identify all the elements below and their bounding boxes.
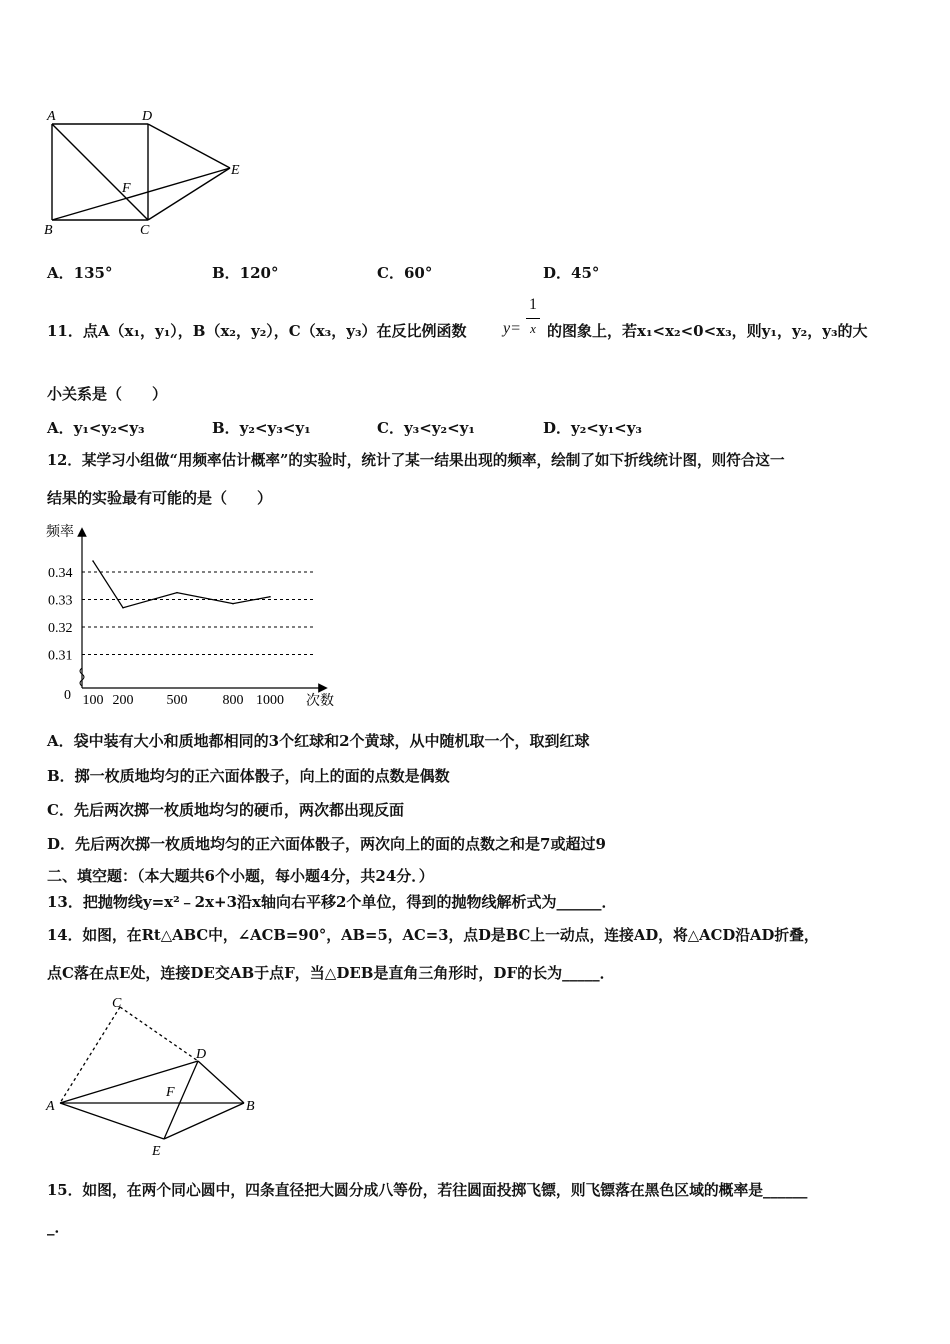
data-point [122, 607, 124, 609]
q12-stem-line2: 结果的实验最有可能的是（ ） [47, 489, 273, 507]
q11-option-a: A．y₁<y₂<y₃ [47, 419, 145, 437]
q12-option-c: C．先后两次掷一枚质地均匀的硬币，两次都出现反面 [47, 801, 404, 819]
label-C-q14: C [112, 996, 122, 1011]
q15-stem-line2: _． [47, 1218, 70, 1236]
y-tick-label: 0.33 [48, 593, 73, 609]
y-axis-label: 频率 [46, 525, 74, 540]
q10-option-d: D．45° [543, 264, 600, 282]
data-point [176, 592, 178, 594]
label-A: A [47, 109, 56, 124]
x-tick-label: 200 [112, 693, 134, 708]
q11-stem-start: 11．点A（x₁，y₁），B（x₂，y₂），C（x₃，y₃）在反比例函数 [47, 322, 467, 340]
y-tick-label: 0.31 [48, 648, 73, 664]
figure-q10 [40, 100, 250, 240]
q15-stem-line1: 15．如图，在两个同心圆中，四条直径把大圆分成八等份，若往圆面投掷飞镖，则飞镖落在黑色区域的概率是______ [47, 1182, 808, 1199]
label-E: E [231, 163, 240, 178]
q10-option-a: A．135° [47, 264, 113, 282]
label-A-q14: A [46, 1099, 55, 1114]
section-heading: 二、填空题：（本大题共6个小题，每小题4分，共24分．） [47, 867, 434, 885]
x-axis-label: 次数 [306, 694, 334, 709]
q11-option-c: C．y₃<y₂<y₁ [377, 419, 475, 437]
label-B-q14: B [246, 1099, 255, 1114]
label-C: C [140, 223, 150, 238]
x-tick-label: 500 [166, 693, 188, 708]
x-tick-label: 1000 [256, 693, 284, 708]
q11-option-b: B．y₂<y₃<y₁ [212, 419, 311, 437]
x-tick-label: 800 [222, 693, 244, 708]
label-E-q14: E [152, 1144, 161, 1159]
q14-stem-line2: 点C落在点E处，连接DE交AB于点F，当△DEB是直角三角形时，DF的长为_____． [47, 964, 615, 982]
q12-option-b: B．掷一枚质地均匀的正六面体骰子，向上的面的点数是偶数 [47, 767, 450, 785]
q13-stem: 13．把抛物线y=x²﹣2x+3沿x轴向右平移2个单位，得到的抛物线解析式为______． [47, 893, 617, 911]
y-tick-label: 0.34 [48, 566, 73, 581]
q12-option-a: A．袋中装有大小和质地都相同的3个红球和2个黄球，从中随机取一个，取到红球 [47, 732, 590, 750]
label-F: F [122, 181, 131, 196]
x-tick-label: 100 [82, 693, 104, 708]
q11-frac-bar [526, 318, 540, 319]
figure-q14 [40, 995, 270, 1160]
label-F-q14: F [166, 1085, 175, 1100]
origin-label: 0 [64, 688, 71, 703]
data-point [269, 596, 271, 598]
q11-formula-y: y= [503, 320, 521, 337]
q11-frac-den: x [530, 321, 536, 336]
q11-stem-line2: 小关系是（ ） [47, 385, 168, 403]
label-D: D [142, 109, 153, 124]
series-line [93, 561, 270, 608]
q10-option-b: B．120° [212, 264, 279, 282]
frequency-line-chart [40, 518, 350, 713]
q11-stem-end: 的图象上，若x₁<x₂<0<x₃，则y₁，y₂，y₃的大 [547, 322, 868, 340]
data-point [232, 603, 234, 605]
data-point [92, 560, 94, 562]
q10-option-c: C．60° [377, 264, 433, 282]
label-D-q14: D [196, 1047, 207, 1062]
q14-stem-line1: 14．如图，在Rt△ABC中，∠ACB=90°，AB=5，AC=3，点D是BC上一动点，连接AD，将△ACD沿AD折叠， [47, 927, 819, 944]
label-B: B [44, 223, 53, 238]
q11-option-d: D．y₂<y₁<y₃ [543, 419, 643, 437]
q12-option-d: D．先后两次掷一枚质地均匀的正六面体骰子，两次向上的面的点数之和是7或超过9 [47, 835, 606, 853]
y-tick-label: 0.32 [48, 621, 73, 636]
q11-frac-num: 1 [529, 296, 537, 313]
q12-stem-line1: 12．某学习小组做“用频率估计概率”的实验时，统计了某一结果出现的频率，绘制了如下折线统计图，则符合这一 [47, 452, 785, 469]
